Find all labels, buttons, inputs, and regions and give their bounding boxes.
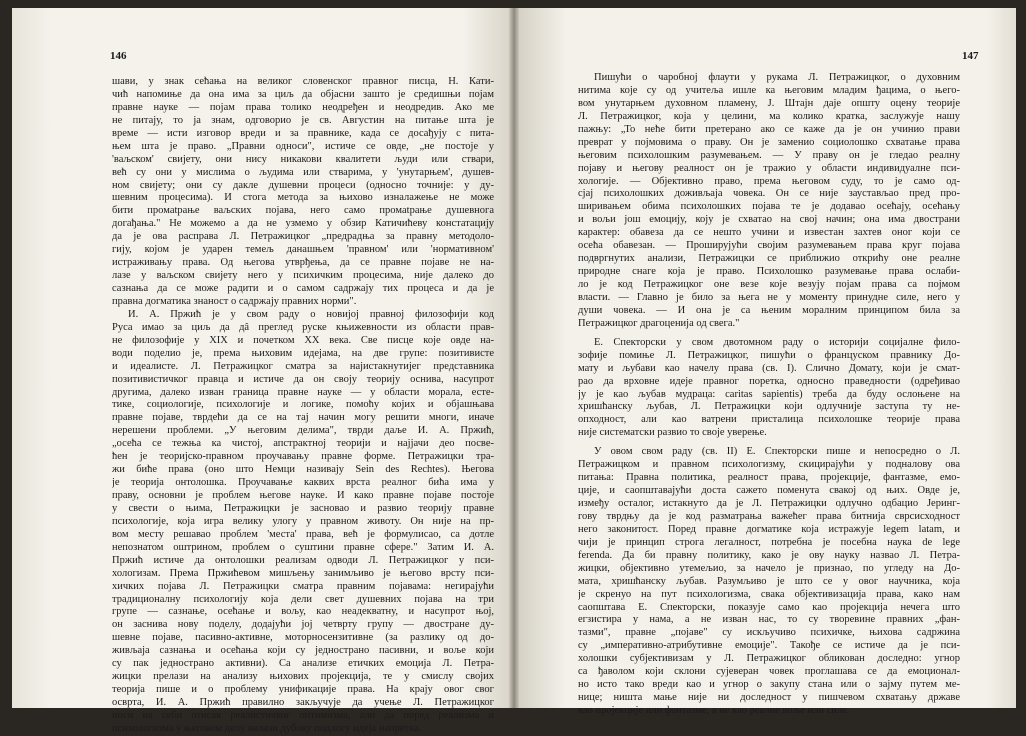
text-line: и идеалисте. Л. Петражицког сматра за најистакнутијег представника bbox=[112, 360, 494, 372]
text-line: карактер: обавеза да се нешто учини и известан захтев оног који се bbox=[578, 227, 960, 239]
text-line: правна догматика знаност о садржају правних норми". bbox=[112, 295, 357, 307]
text-line: нице; ништа мање није ни доследност у пишчевом схватању државе bbox=[578, 692, 960, 704]
left-page bbox=[12, 8, 512, 734]
text-line: правне појаве, тврдећи да се на тај начин могу решити многи, иначе bbox=[112, 412, 494, 424]
text-line: традиционалну психологију која дели свет душевних појава на три bbox=[112, 593, 494, 605]
text-line: непознатом оштрином, проблем о суштини правне сфере." Затим И. А. bbox=[112, 541, 494, 553]
text-line: су „императивно-атрибутивне емоције". Такође се истиче да је пси- bbox=[578, 640, 960, 652]
text-line: Петражицком и правном психологизму, скицирајући у подналову ова bbox=[578, 459, 960, 471]
text-line: праву, основни је проблем његове науке. И како правне појаве постоје bbox=[112, 490, 494, 501]
text-line: ferenda. Да би правну политику, како је ову науку назвао Л. Петра- bbox=[578, 549, 960, 561]
text-line: зофије помиње Л. Петражицког, пишући о француском правнику До- bbox=[578, 349, 960, 361]
text-line: време — исти изговор вреди и за правнике, када се досађују с пита- bbox=[112, 127, 494, 139]
text-line: између осталог, истакнуто да је Л. Петражицки одлучно одбацио Јеринг- bbox=[578, 498, 960, 509]
text-line: шевним процесима). И стога метода за њихово изналажење не може bbox=[112, 192, 494, 204]
text-line: нерешени проблеми. „У његовим делима", тврди даље И. А. Пржић, bbox=[112, 425, 494, 437]
text-line: да је ова расправа Л. Петражицког „предрадња за правну методоло- bbox=[112, 231, 494, 243]
text-line: правне науке — појам права толико неодређен и неодредив. Ако ме bbox=[112, 101, 494, 113]
text-line: Л. Петражицког, која у целини, ма колико кратка, заслужује нашу bbox=[578, 110, 960, 122]
text-line: њем шта је право. „Правни односи", истиче се овде, „не постоје у bbox=[112, 140, 494, 152]
text-line: води поделио је, према њиховим идејама, на две групе: позитивисте bbox=[112, 347, 494, 359]
text-line: него законитост. Поред правне догматике која истражује legem latam, и bbox=[578, 523, 960, 535]
text-line: вом месту решавао проблем 'места' права, већ је формулисао, са дотле bbox=[112, 528, 494, 540]
text-line: саопштава Е. Спекторски, показује само као пројекција нечега што bbox=[578, 601, 960, 613]
text-line: позитивистичког правца и истиче да он своју теорију оснива, насупрот bbox=[112, 373, 494, 385]
text-line: осврта, И. А. Пржић правилно закључује да учење Л. Петражицког bbox=[112, 697, 494, 708]
text-line: са ђаволом који склони сујеверан човек проглашава се да емоционал- bbox=[578, 666, 960, 678]
text-line: су пак једнострано активни). Са анализе етичких емоција Л. Петра- bbox=[112, 658, 494, 670]
text-line: осећа обавезан. — Проширујући својим разумевањем права круг појава bbox=[578, 240, 960, 252]
text-line: Е. Спекторски у свом двотомном раду о историји социјалне фило- bbox=[594, 336, 960, 348]
text-line: живљаја сазнања и осећања који су једнострано пасивни, и воље који bbox=[112, 645, 494, 657]
text-line: ју је као љубав мудраца: caritas sapientis) треба да буду ослоњене на bbox=[578, 388, 960, 400]
text-line: истраживању права. Од његова утврђења, да се правне појаве не на- bbox=[112, 257, 494, 269]
text-line: пажњу: „То неће бити претерано ако се каже да је он учинио прави bbox=[578, 123, 960, 135]
text-line: власти. — Главно је било за њега не у моменту принудне силе, него у bbox=[578, 291, 960, 303]
text-line: мату и љубави као начелу права (св. I). Слично Домату, који је смат- bbox=[578, 362, 960, 374]
text-line: лазе у ваљском свијету него у психичким процесима, није далеко до bbox=[112, 270, 494, 282]
text-line: он заснива нову поделу, додајући јој четврту групу — двостране ду- bbox=[112, 619, 494, 631]
text-line: групе — сазнање, осећање и вољу, као неадекватну, и насупрот њој, bbox=[112, 606, 494, 618]
text-line: гову тврдњу да је код разматрања важећег права битнија сврсисходност bbox=[578, 510, 960, 522]
text-line: у свести о њима, Петражицки је засновао и развио теорију правне bbox=[112, 502, 494, 514]
text-line: догађања." Не можемо а да не узмемо у обзир Катичићеву констатацију bbox=[112, 218, 494, 230]
text-line: не питају, то ја знам, одговорио је св. Августин на питање шта је bbox=[112, 114, 494, 126]
text-line: У овом свом раду (св. II) Е. Спекторски пише и непосредно о Л. bbox=[594, 446, 960, 458]
text-line: но исто тако вреди као и угнор о закупу стана или о зајму путем ме- bbox=[578, 679, 960, 691]
text-line: Пржић истиче да онтолошки реализам одводи Л. Петражицког у пси- bbox=[112, 554, 494, 566]
text-line: ширивањем обима психолошких појава те је додавао осећају, осећању bbox=[578, 201, 960, 213]
text-line: носи на себи отисак реалистичког оптимизма, али да поред реализма и bbox=[112, 709, 494, 721]
text-line: жицки прелази на анализу њихових пројекција, те у смислу својих bbox=[112, 671, 494, 683]
text-line: појаву и његову реалност он је тражио у области индивидуалне пси- bbox=[578, 162, 960, 174]
text-line: чији је принцип строга легалност, потребна је посебна наука de lege bbox=[578, 536, 960, 548]
text-line: Петражицког драгоцениja од свега." bbox=[578, 317, 740, 329]
text-line: хологизам. Према Пржићевом мишљењу занимљиво је његово врсту пси- bbox=[112, 567, 494, 579]
text-line: гију, којом је ударен темељ данашњем 'правном' или 'нормативном' bbox=[112, 244, 494, 256]
text-line: 'ваљском' свијету, они нису никакови квалитети људи или ствари, bbox=[112, 153, 494, 165]
text-line: егзистира у нама, а не изван нас, то су творевине правних „фан- bbox=[578, 614, 960, 626]
text-line: хологије. — Објективно право, према његовом суду, то је само од- bbox=[578, 175, 960, 187]
text-line: ном свијету; они су дакле душевни процеси (односно точније: у ду- bbox=[112, 179, 494, 191]
text-line: тазми", правне „појаве" су искључиво психичке, њихова садржина bbox=[578, 627, 960, 639]
text-line: питања: Правна политика, реалност права, пројекције, фантазме, емо- bbox=[578, 472, 960, 484]
page-number-right: 147 bbox=[962, 50, 979, 62]
text-line: бити промatрање ваљских појава, него само промatрање душевнога bbox=[112, 205, 494, 217]
text-line: сјај психолошких доживљаја човека. Он се није заустављао пред про- bbox=[578, 188, 960, 200]
text-line: опходност, али као ватрени присталица психолошке теорије права bbox=[578, 414, 960, 426]
text-line: већ су они у мислима о људима или стварима, у 'унутарњем', душев- bbox=[112, 166, 494, 178]
text-line: Пишући о чаробној флаути у рукама Л. Петражицког, о духовним bbox=[594, 72, 960, 83]
text-line: жицки, објективно утемељио, за начело је признао, по угледу на До- bbox=[578, 562, 960, 574]
text-line: И. А. Пржић је у свом раду о новијој правној филозофији код bbox=[128, 308, 494, 320]
text-line: жи биће права (оно што Немци називају Sein des Rechtes). Његова bbox=[112, 464, 494, 476]
right-page-text bbox=[578, 72, 960, 718]
text-line: је теорија онтолошка. Проучавање каквих врста реалног бића има у bbox=[112, 477, 494, 489]
text-line: ло је код Петражицког оне везе које везују појам права са појмом bbox=[578, 279, 960, 290]
text-line: преврат у појмовима о праву. Он је заменио социолошко схватање права bbox=[578, 136, 960, 148]
text-line: подвргнутих анализи, Петражицки се приближио открићу оне реалне bbox=[578, 253, 960, 265]
text-line: холошки субјективизам у Л. Петражицког обликован доследно: угнор bbox=[578, 653, 960, 665]
text-line: природне снаге која је право. Психолошко разумевање права ослаби- bbox=[578, 266, 960, 278]
text-line: је скренуо на пут психологизма, свака објективизација права, како нам bbox=[578, 588, 960, 600]
text-line: сазнања да се може радити и о самом садржају тих процеса и да је bbox=[112, 283, 494, 294]
book-spread bbox=[12, 8, 1016, 734]
text-line: Руса имао за циљ да дâ преглед руске књижевности из области прав- bbox=[112, 321, 494, 333]
text-line: не филозофије у XIX и почетком XX века. Све писце које овде на- bbox=[112, 334, 494, 346]
text-line: рао да врховне идеје правног поретка, односно праведности (одређивао bbox=[578, 375, 960, 387]
text-line: хришћанску љубав, Л. Петражицки који одлучније заступа ту не- bbox=[578, 401, 960, 413]
text-line: другима, далеко изван граница правне науке — у области морала, есте- bbox=[112, 386, 494, 398]
right-page bbox=[516, 8, 1016, 716]
left-page-text bbox=[112, 76, 494, 736]
text-line: души човека. — И она је са њеним моралним принципом била за bbox=[578, 304, 960, 316]
text-line: тике, социологије, психологије и логике, помоћу којих и објашњава bbox=[112, 399, 494, 411]
text-line: хичких појава Л. Петражицки сматра правним појавама: негирајући bbox=[112, 580, 494, 592]
text-line: ћен је теоријско-правном проучавању правне форме. Петражицки тра- bbox=[112, 451, 494, 463]
text-line: није систематски развио то своје уверење. bbox=[578, 427, 767, 439]
text-line: ције, и саопштавајући доста сажето поменута свакој од њих. Овде је, bbox=[578, 485, 960, 497]
text-line: психологије, која игра велику улогу у правном животу. Он није на пр- bbox=[112, 515, 494, 527]
text-line: његовим психолошким разумевањем. — У праву он је гледао реалну bbox=[578, 149, 960, 161]
text-line: теорија пише и о проблему унификације права. На крају овог свог bbox=[112, 684, 494, 696]
text-line: шевне појаве, пасивно-активне, моторносензитивне (за разлику од до- bbox=[112, 632, 494, 644]
text-line: нитима које су од учитеља ишле ка његовим младим ђацима, о њего- bbox=[578, 84, 960, 96]
page-number-left: 146 bbox=[110, 50, 127, 62]
text-line: шави, у знак сећања на великог словенског правног писца, Н. Кати- bbox=[112, 76, 494, 87]
text-line: и вољи још емоцију, коју је схватао на свој начин; она има двострани bbox=[578, 214, 960, 226]
text-line: мата, хришћанску љубав. Разумљиво је што се у овог научника, која bbox=[578, 575, 960, 587]
text-line: вом унутарњем духовном пламену, Ј. Штајн даје општу оцену теорије bbox=[578, 97, 960, 109]
text-line: психологизма у његовом делу налази дубоку подлогу идеја напретка. bbox=[112, 722, 422, 734]
text-line: „осећа се тежња ка чистој, апстрактној теорији и најјачи део посве- bbox=[112, 438, 494, 450]
text-line: чић напомиње да она има за циљ да објасни зашто је средишњи појам bbox=[112, 88, 494, 100]
book-gutter bbox=[509, 8, 519, 708]
text-line: као пројекције или фантазме, а не као реалне воље или силе. bbox=[578, 705, 850, 716]
